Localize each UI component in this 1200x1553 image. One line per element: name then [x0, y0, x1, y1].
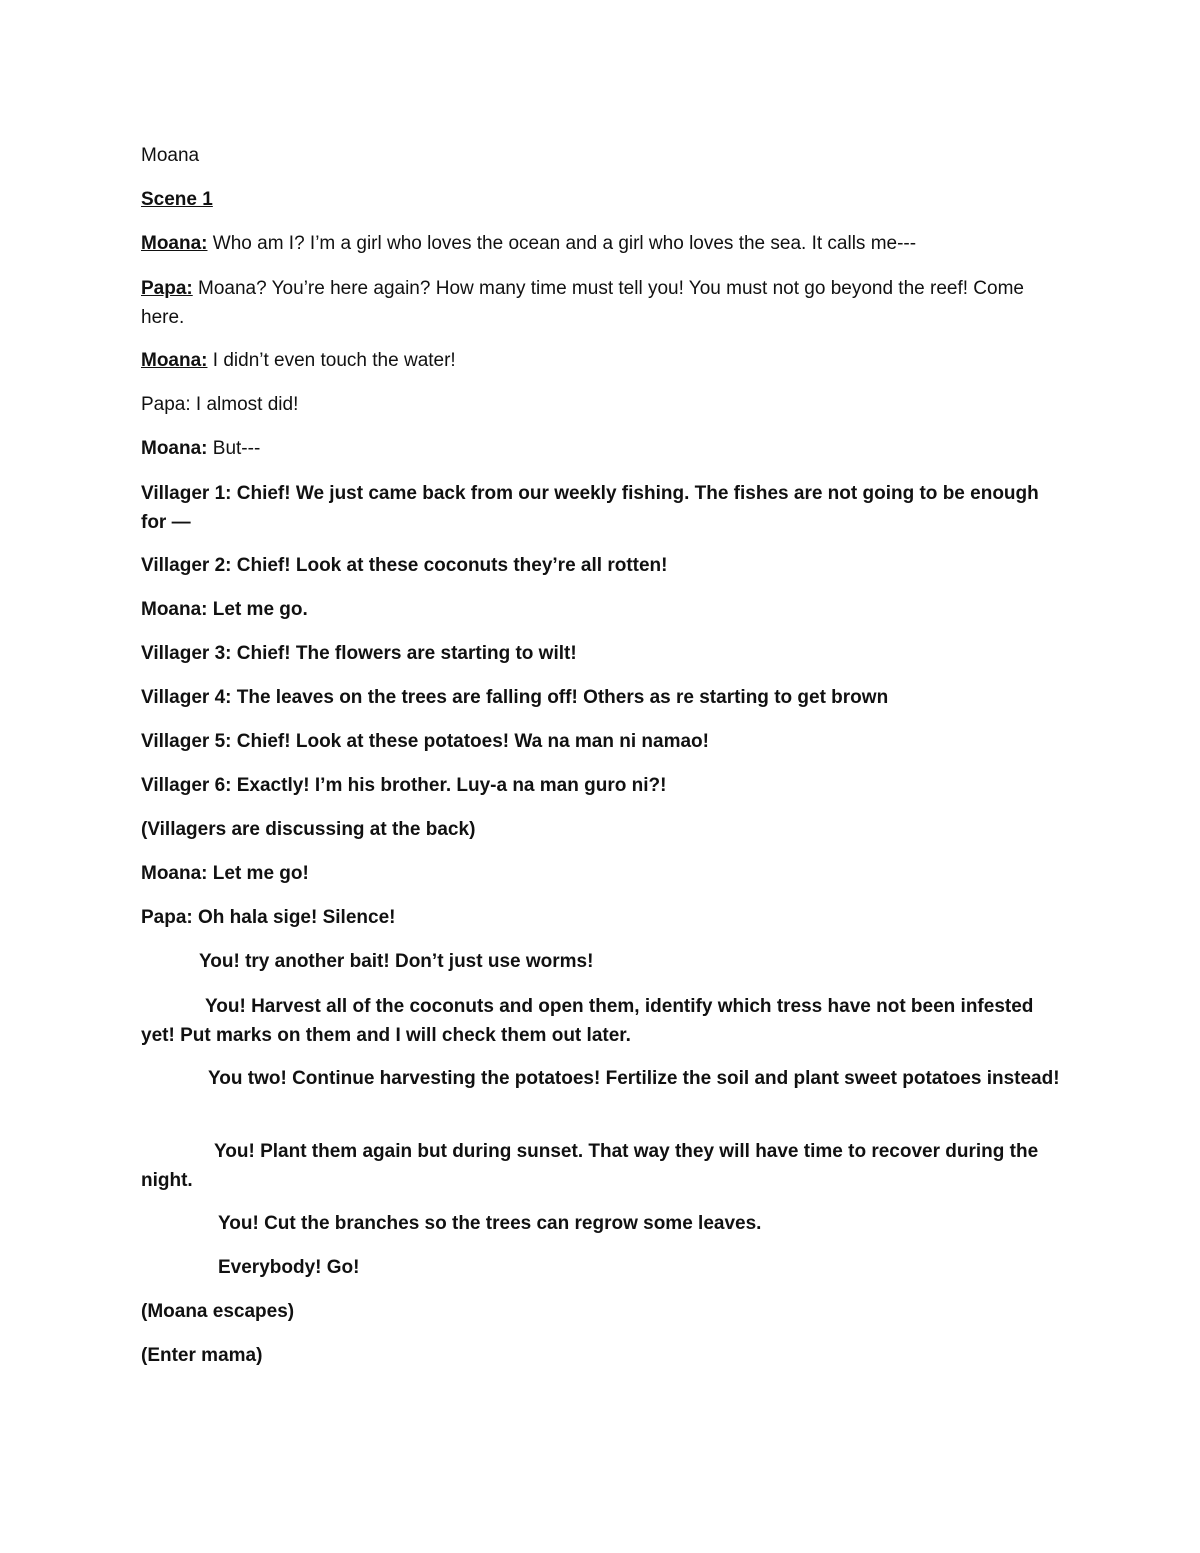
dialogue-text: Moana? You’re here again? How many time must tell you! You must not go beyond the reef! Come here.: [141, 278, 1024, 328]
dialogue-text: Villager 5: Chief! Look at these potatoes! Wa na man ni namao!: [141, 731, 709, 752]
stage-direction: [141, 815, 1061, 844]
dialogue-text: Everybody! Go!: [218, 1257, 360, 1278]
dialogue-line: [199, 947, 1059, 976]
dialogue-line: [141, 274, 1061, 332]
speaker-label: Papa:: [141, 278, 193, 299]
dialogue-line: [141, 551, 1061, 580]
dialogue-line: [141, 479, 1061, 537]
dialogue-line: [141, 229, 1061, 258]
dialogue-line: [218, 1209, 1058, 1238]
dialogue-text: Villager 2: Chief! Look at these coconuts they’re all rotten!: [141, 555, 668, 576]
dialogue-text: Moana: Let me go!: [141, 863, 309, 884]
dialogue-line: [141, 683, 1061, 712]
stage-direction-text: (Moana escapes): [141, 1301, 295, 1322]
dialogue-line: [141, 903, 1061, 932]
dialogue-line: [141, 859, 1061, 888]
title-text: Moana: [141, 145, 200, 166]
dialogue-line: [141, 771, 1061, 800]
speaker-label: Moana:: [141, 233, 208, 254]
document-title: [141, 141, 1061, 170]
stage-direction: [141, 1341, 1061, 1370]
dialogue-line: [141, 390, 1061, 419]
stage-direction-text: (Villagers are discussing at the back): [141, 819, 476, 840]
dialogue-text: Papa: Oh hala sige! Silence!: [141, 907, 396, 928]
dialogue-text: You! Plant them again but during sunset. That way they will have time to recover during the night.: [141, 1141, 1039, 1191]
dialogue-text: You two! Continue harvesting the potatoes! Fertilize the soil and plant sweet potatoes instead!: [208, 1068, 1060, 1089]
scene-heading: [141, 185, 1061, 214]
dialogue-line: [141, 1064, 1061, 1093]
dialogue-line: [141, 992, 1061, 1050]
dialogue-text: I didn’t even touch the water!: [207, 350, 456, 371]
speaker-label: Moana:: [141, 438, 208, 459]
dialogue-line: [141, 639, 1061, 668]
dialogue-text: You! try another bait! Don’t just use worms!: [199, 951, 594, 972]
speaker-label: Moana:: [141, 350, 208, 371]
dialogue-text: I almost did!: [190, 394, 299, 415]
dialogue-line: [141, 727, 1061, 756]
stage-direction-text: (Enter mama): [141, 1345, 263, 1366]
dialogue-line: [141, 346, 1061, 375]
dialogue-text: Villager 1: Chief! We just came back from our weekly fishing. The fishes are not going to be enough for —: [141, 483, 1039, 533]
dialogue-text: Villager 4: The leaves on the trees are falling off! Others as re starting to get brown: [141, 687, 889, 708]
dialogue-text: Who am I? I’m a girl who loves the ocean and a girl who loves the sea. It calls me---: [207, 233, 917, 254]
dialogue-text: But---: [207, 438, 261, 459]
dialogue-line: [218, 1253, 1058, 1282]
dialogue-line: [141, 434, 1061, 463]
dialogue-line: [141, 595, 1061, 624]
dialogue-text: You! Cut the branches so the trees can regrow some leaves.: [218, 1213, 762, 1234]
dialogue-text: Villager 3: Chief! The flowers are starting to wilt!: [141, 643, 577, 664]
dialogue-line: [141, 1137, 1061, 1195]
scene-heading-text: Scene 1: [141, 189, 213, 210]
stage-direction: [141, 1297, 1061, 1326]
dialogue-text: Moana: Let me go.: [141, 599, 308, 620]
dialogue-text: Villager 6: Exactly! I’m his brother. Luy-a na man guro ni?!: [141, 775, 667, 796]
speaker-label: Papa:: [141, 394, 191, 415]
dialogue-text: You! Harvest all of the coconuts and open them, identify which tress have not been infested yet! Put marks on them and I will check them out later.: [141, 996, 1034, 1046]
